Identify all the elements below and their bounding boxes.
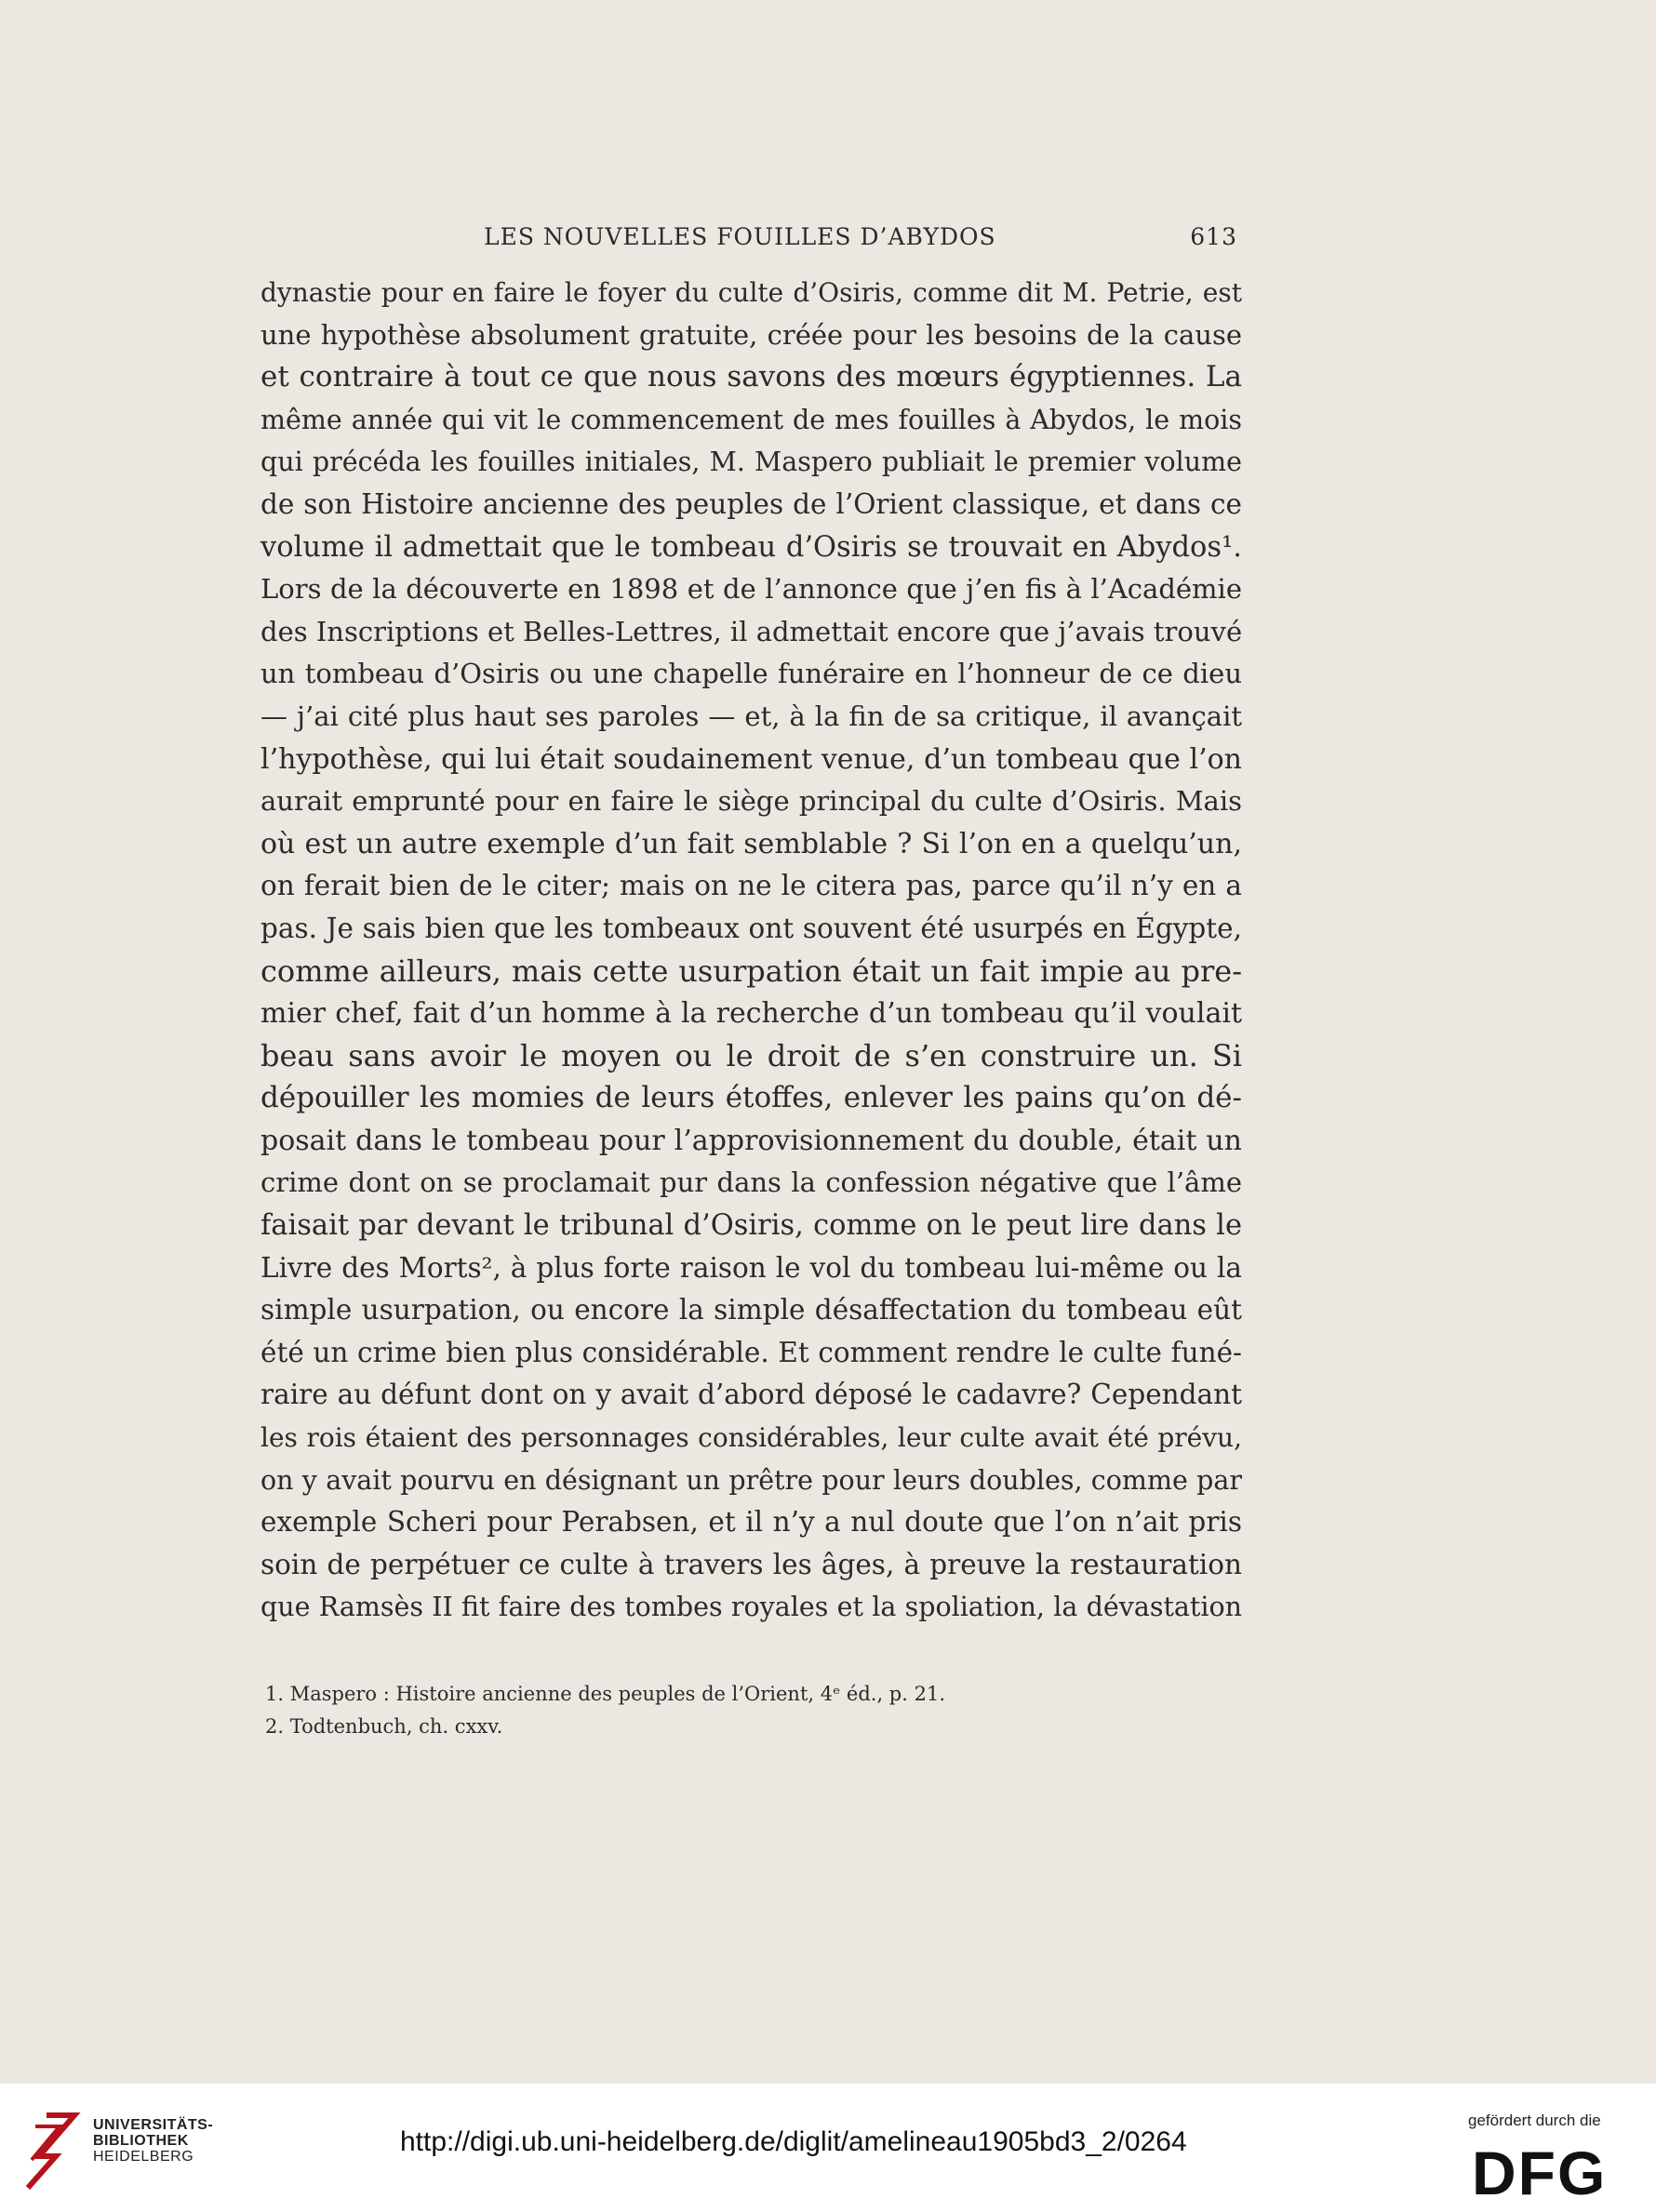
body-line: on y avait pourvu en désignant un prêtre pour leurs doubles, comme par [260, 1464, 1242, 1496]
digitization-footer [0, 2084, 1656, 2212]
body-line: où est un autre exemple d’un fait semblable ? Si l’on en a quelqu’un, [260, 827, 1242, 860]
body-line: que Ramsès II fit faire des tombes royales et la spoliation, la dévastation [260, 1592, 1242, 1623]
body-line: des Inscriptions et Belles-Lettres, il admettait encore que j’avais trouvé [260, 615, 1243, 647]
footnote-1: 1. Maspero : Histoire ancienne des peuples de l’Orient, 4ᵉ éd., p. 21. [265, 1683, 946, 1705]
body-line: volume il admettait que le tombeau d’Osiris se trouvait en Abydos¹. [260, 530, 1242, 564]
footnotes [265, 1678, 1102, 1743]
body-line: on ferait bien de le citer; mais on ne le citera pas, parce qu’il n’y en a [260, 870, 1242, 902]
body-line: Lors de la découverte en 1898 et de l’annonce que j’en fis à l’Académie [260, 573, 1242, 606]
body-line: soin de perpétuer ce culte à travers les âges, à preuve la restauration [260, 1548, 1242, 1580]
body-line: mier chef, fait d’un homme à la recherche d’un tombeau qu’il voulait [260, 997, 1242, 1031]
page-number: 613 [1190, 223, 1237, 250]
body-line: faisait par devant le tribunal d’Osiris, comme on le peut lire dans le [260, 1209, 1242, 1243]
library-name-line2: BIBLIOTHEK [93, 2133, 189, 2149]
funded-by-label: gefördert durch die [1468, 2112, 1601, 2129]
body-line: une hypothèse absolument gratuite, créée pour les besoins de la cause [260, 318, 1242, 351]
body-line: simple usurpation, ou encore la simple désaffectation du tombeau eût [260, 1294, 1242, 1326]
body-line: beau sans avoir le moyen ou le droit de s’en construire un. Si [260, 1037, 1242, 1073]
body-line: Livre des Morts², à plus forte raison le vol du tombeau lui-même ou la [260, 1251, 1242, 1284]
body-line: comme ailleurs, mais cette usurpation était un fait impie au pre- [260, 953, 1242, 989]
library-name-line1: UNIVERSITÄTS- [93, 2117, 214, 2133]
body-line: crime dont on se proclamait pur dans la confession négative que l’âme [260, 1166, 1242, 1199]
body-line: pas. Je sais bien que les tombeaux ont souvent été usurpés en Égypte, [260, 912, 1242, 944]
footnote-2: 2. Todtenbuch, ch. cxxv. [265, 1715, 503, 1738]
running-header [260, 223, 1247, 260]
body-line: raire au défunt dont on y avait d’abord déposé le cadavre? Cependant [260, 1379, 1242, 1411]
body-line: qui précéda les fouilles initiales, M. Maspero publiait le premier volume [260, 446, 1242, 478]
library-name-line3: HEIDELBERG [93, 2149, 194, 2165]
source-url-link[interactable]: http://digi.ub.uni-heidelberg.de/diglit/amelineau1905bd3_2/0264 [400, 2126, 1187, 2157]
body-line: et contraire à tout ce que nous savons des mœurs égyptiennes. La [260, 360, 1242, 394]
library-logo-icon [19, 2108, 84, 2192]
body-line: exemple Scheri pour Perabsen, et il n’y a nul doute que l’on n’ait pris [260, 1506, 1242, 1539]
dfg-logo: DFG [1472, 2139, 1608, 2207]
body-line: — j’ai cité plus haut ses paroles — et, à la fin de sa critique, il avançait [260, 700, 1242, 732]
body-line: dépouiller les momies de leurs étoffes, enlever les pains qu’on dé- [260, 1081, 1242, 1115]
body-line: de son Histoire ancienne des peuples de l’Orient classique, et dans ce [260, 487, 1242, 520]
body-line: posait dans le tombeau pour l’approvisionnement du double, était un [260, 1124, 1242, 1157]
body-line: les rois étaient des personnages considérables, leur culte avait été prévu, [260, 1422, 1242, 1454]
body-line: l’hypothèse, qui lui était soudainement venue, d’un tombeau que l’on [260, 742, 1242, 776]
body-text [260, 272, 1242, 1629]
library-name [93, 2117, 213, 2165]
body-line: un tombeau d’Osiris ou une chapelle funéraire en l’honneur de ce dieu [260, 658, 1242, 690]
body-line: aurait emprunté pour en faire le siège principal du culte d’Osiris. Mais [260, 785, 1242, 818]
body-line: même année qui vit le commencement de mes fouilles à Abydos, le mois [260, 404, 1242, 435]
running-title: LES NOUVELLES FOUILLES D’ABYDOS [484, 223, 996, 250]
body-line: été un crime bien plus considérable. Et comment rendre le culte funé- [260, 1336, 1242, 1368]
body-line: dynastie pour en faire le foyer du culte d’Osiris, comme dit M. Petrie, est [260, 277, 1242, 308]
